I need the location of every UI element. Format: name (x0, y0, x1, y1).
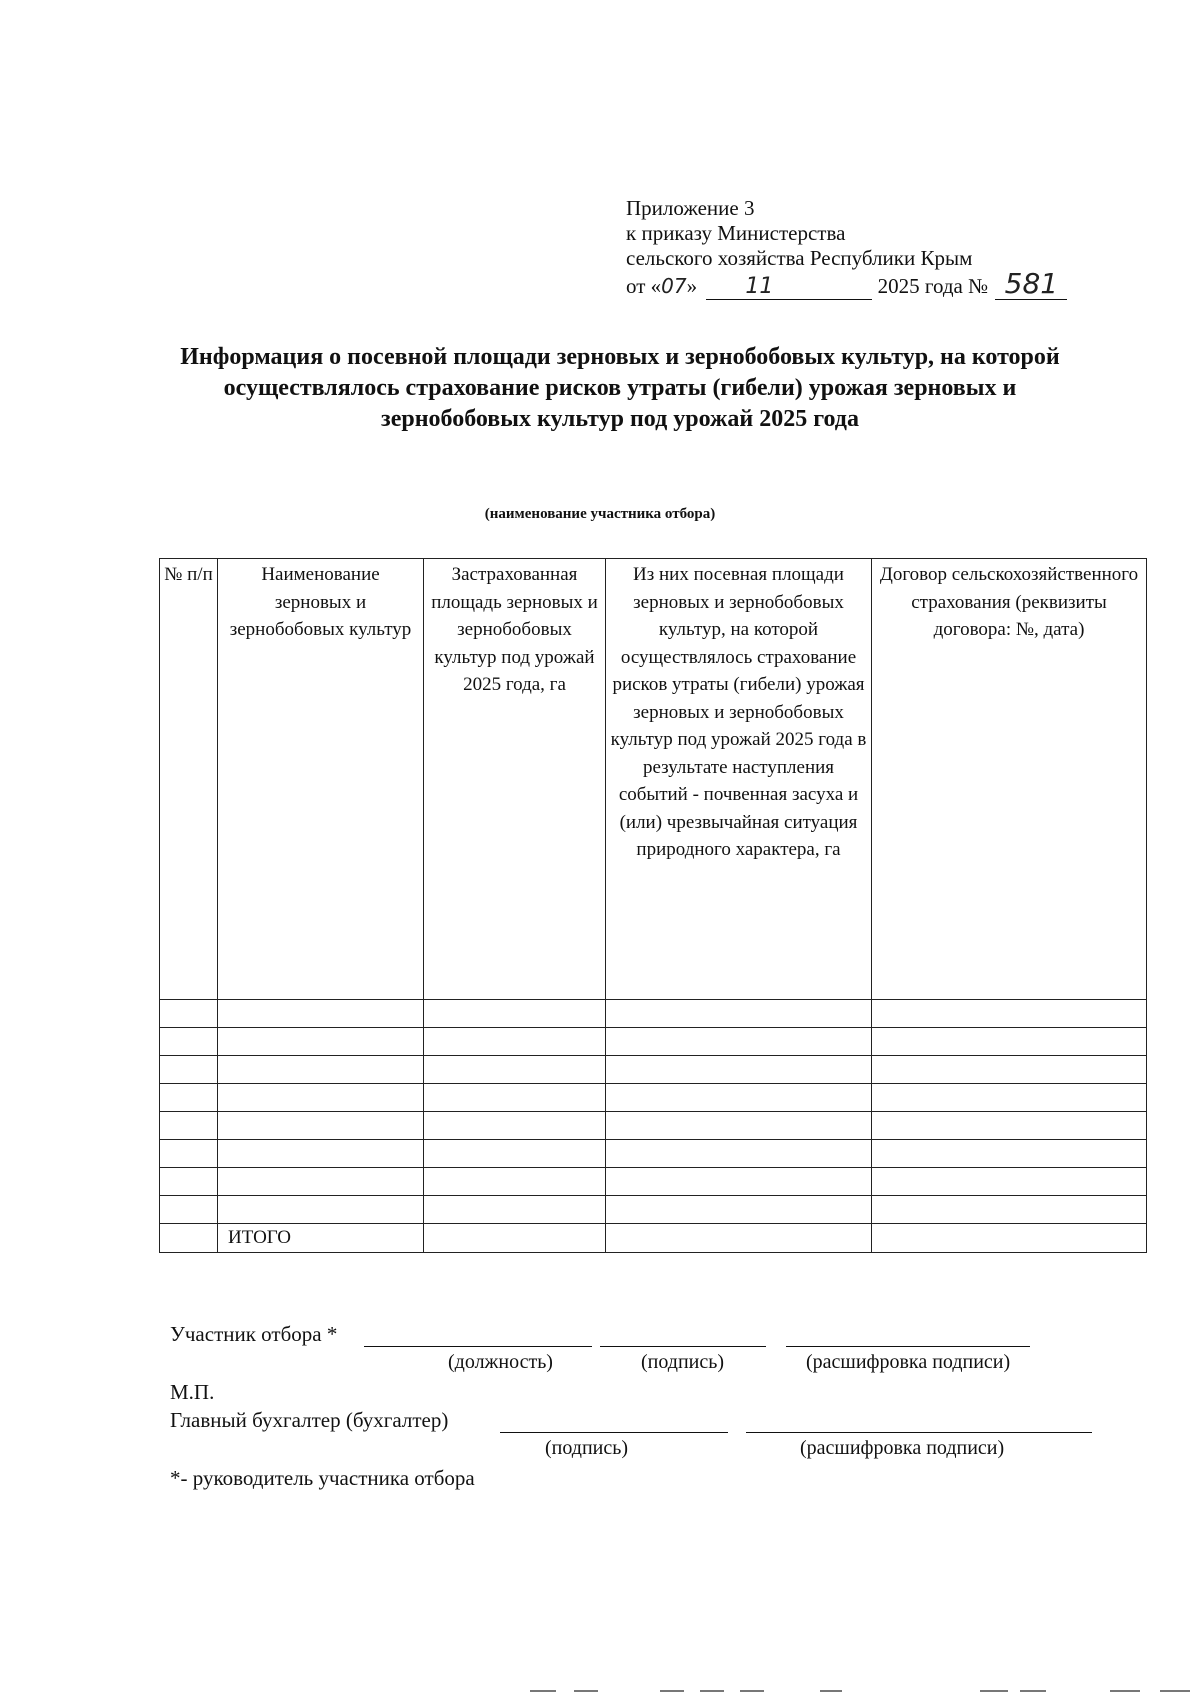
table-cell[interactable] (872, 1028, 1147, 1056)
scan-artifact (530, 1690, 556, 1692)
table-cell[interactable] (424, 1000, 606, 1028)
table-cell[interactable] (872, 1196, 1147, 1224)
table-cell[interactable] (218, 1028, 424, 1056)
table-cell[interactable] (218, 1000, 424, 1028)
table-cell[interactable] (872, 1056, 1147, 1084)
table-cell[interactable] (872, 1224, 1147, 1253)
header-insurance-contract: Договор сельскохозяйственного страхования (реквизиты договора: №, дата) (872, 559, 1147, 1000)
stamp-placeholder: М.П. (170, 1380, 215, 1404)
header-insured-area: Застрахованная площадь зерновых и зернобобовых культур под урожай 2025 года, га (424, 559, 606, 1000)
table-cell[interactable] (872, 1140, 1147, 1168)
table-row (160, 1000, 1147, 1028)
scan-artifact (980, 1690, 1008, 1692)
table-cell[interactable] (424, 1168, 606, 1196)
header-crop-name: Наименование зерновых и зернобобовых культур (218, 559, 424, 1000)
table-cell[interactable] (160, 1196, 218, 1224)
appendix-line-1: Приложение 3 (626, 196, 755, 220)
table-cell[interactable] (606, 1140, 872, 1168)
table-cell[interactable] (160, 1028, 218, 1056)
accountant-signature-caption: (подпись) (545, 1437, 629, 1459)
table-cell[interactable] (606, 1056, 872, 1084)
accountant-signature-line[interactable] (500, 1432, 728, 1433)
scan-artifact (740, 1690, 764, 1692)
appendix-line-2: к приказу Министерства (626, 221, 846, 245)
crop-area-table (159, 558, 1147, 1253)
date-separator: » (686, 274, 698, 298)
table-cell[interactable] (606, 1168, 872, 1196)
date-prefix: от « (626, 274, 662, 298)
table-cell[interactable] (218, 1112, 424, 1140)
scan-artifact (820, 1690, 842, 1692)
table-cell[interactable] (424, 1084, 606, 1112)
participant-name-caption: (наименование участника отбора) (484, 506, 716, 522)
table-cell[interactable] (606, 1112, 872, 1140)
date-month-handwritten: 11 (745, 274, 774, 299)
header-affected-area: Из них посевная площади зерновых и зернобобовых культур, на которой осуществлялось страхование рисков утраты (гибели) урожая зерновых и зернобобовых культур под урожай 2025 года в результате наступления событий - почвенная засуха и (или) чрезвычайная ситуация природного характера, га (606, 559, 872, 1000)
table-cell[interactable] (872, 1112, 1147, 1140)
date-day-handwritten: 07 (661, 274, 687, 298)
document-title: Информация о посевной площади зерновых и зернобобовых культур, на которой осуществлялось страхование рисков утраты (гибели) урожая зерновых и зернобобовых культур под урожай 2025 года (180, 344, 1060, 432)
participant-label: Участник отбора * (170, 1322, 338, 1346)
table-row (160, 1112, 1147, 1140)
order-number-field (995, 267, 1067, 300)
appendix-block (626, 196, 1067, 299)
position-line[interactable] (364, 1346, 592, 1347)
table-cell[interactable] (218, 1168, 424, 1196)
appendix-line-3: сельского хозяйства Республики Крым (626, 246, 973, 270)
table-cell[interactable] (606, 1028, 872, 1056)
accountant-decoding-caption: (расшифровка подписи) (800, 1437, 1005, 1459)
appendix-date-line (626, 267, 1067, 300)
table-cell[interactable] (160, 1112, 218, 1140)
accountant-label: Главный бухгалтер (бухгалтер) (170, 1408, 449, 1432)
table-cell[interactable] (606, 1196, 872, 1224)
year-text: 2025 года № (877, 274, 989, 298)
table-cell[interactable] (872, 1000, 1147, 1028)
table-row (160, 1196, 1147, 1224)
table-row (160, 1056, 1147, 1084)
table-cell[interactable] (606, 1084, 872, 1112)
total-label: ИТОГО (218, 1224, 424, 1253)
table-row (160, 1140, 1147, 1168)
date-month-field (706, 274, 872, 300)
table-cell[interactable] (872, 1084, 1147, 1112)
table-cell[interactable] (160, 1056, 218, 1084)
table-row (160, 1028, 1147, 1056)
scan-artifact (1110, 1690, 1140, 1692)
header-number: № п/п (160, 559, 218, 1000)
table-cell[interactable] (160, 1140, 218, 1168)
participant-decoding-line[interactable] (786, 1346, 1030, 1347)
table-cell[interactable] (424, 1028, 606, 1056)
table-row (160, 1084, 1147, 1112)
table-cell[interactable] (160, 1000, 218, 1028)
table-cell[interactable] (424, 1112, 606, 1140)
table-cell[interactable] (424, 1224, 606, 1253)
table-cell[interactable] (160, 1084, 218, 1112)
accountant-decoding-line[interactable] (746, 1432, 1092, 1433)
scan-artifact (660, 1690, 684, 1692)
order-number-handwritten: 581 (1004, 267, 1059, 300)
table-total-row (160, 1224, 1147, 1253)
table-cell[interactable] (160, 1224, 218, 1253)
table-cell[interactable] (606, 1224, 872, 1253)
table-cell[interactable] (424, 1056, 606, 1084)
scan-artifact (700, 1690, 724, 1692)
table-cell[interactable] (424, 1196, 606, 1224)
signature-caption: (подпись) (641, 1351, 725, 1373)
table-row (160, 1168, 1147, 1196)
table-cell[interactable] (872, 1168, 1147, 1196)
table-cell[interactable] (424, 1140, 606, 1168)
scan-artifact (574, 1690, 598, 1692)
table-header-row (160, 559, 1147, 1000)
scan-artifact (1160, 1690, 1190, 1692)
table-cell[interactable] (160, 1168, 218, 1196)
decoding-caption: (расшифровка подписи) (806, 1351, 1011, 1373)
table-cell[interactable] (218, 1056, 424, 1084)
position-caption: (должность) (448, 1351, 553, 1373)
table-cell[interactable] (606, 1000, 872, 1028)
participant-signature-line[interactable] (600, 1346, 766, 1347)
table-cell[interactable] (218, 1084, 424, 1112)
footnote: *- руководитель участника отбора (170, 1466, 475, 1490)
scan-artifact (1020, 1690, 1046, 1692)
table-cell[interactable] (218, 1140, 424, 1168)
table-cell[interactable] (218, 1196, 424, 1224)
